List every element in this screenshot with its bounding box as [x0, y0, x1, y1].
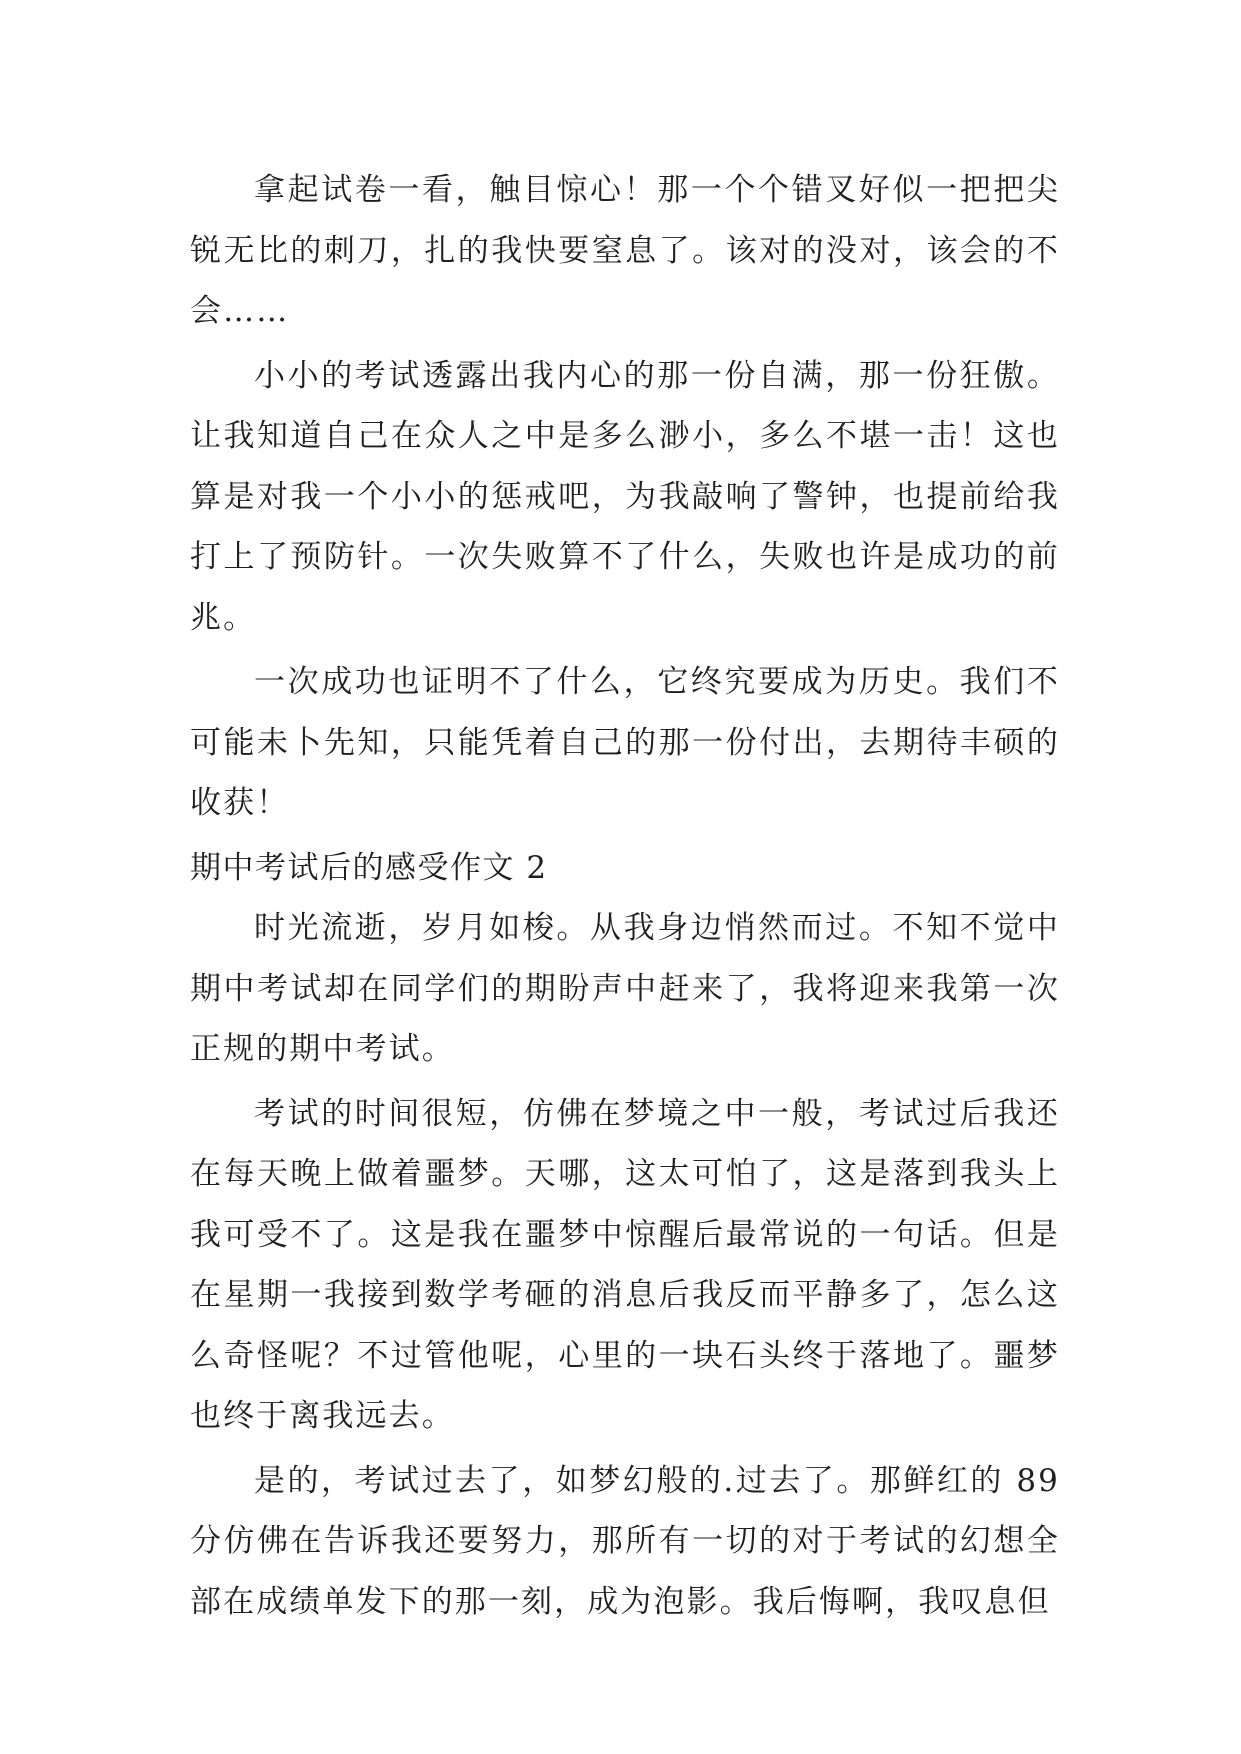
essay-heading: 期中考试后的感受作文 2 [190, 849, 548, 886]
paragraph-nightmare: 考试的时间很短，仿佛在梦境之中一般，考试过后我还在每天晚上做着噩梦。天哪，这太可怕了，这是落到我头上我可受不了。这是我在噩梦中惊醒后最常说的一句话。但是在星期一我接到数学考砸的消息后我反而平静多了，怎么这么奇怪呢？不过管他呢，心里的一块石头终于落地了。噩梦也终于离我远去。 [190, 1095, 1060, 1434]
paragraph-exam-over: 是的，考试过去了，如梦幻般的.过去了。那鲜红的 89 分仿佛在告诉我还要努力，那所有一切的对于考试的幻想全部在成绩单发下的那一刻，成为泡影。我后悔啊，我叹息但 [190, 1462, 1060, 1620]
paragraph-success-history: 一次成功也证明不了什么，它终究要成为历史。我们不可能未卜先知，只能凭着自己的那一份付出，去期待丰硕的收获！ [190, 664, 1060, 821]
paragraph-self-reflection: 小小的考试透露出我内心的那一份自满，那一份狂傲。让我知道自己在众人之中是多么渺小，多么不堪一击！这也算是对我一个小小的惩戒吧，为我敲响了警钟，也提前给我打上了预防针。一次失败算不了什么，失败也许是成功的前兆。 [190, 357, 1060, 636]
paragraph-test-shock: 拿起试卷一看，触目惊心！那一个个错叉好似一把把尖锐无比的刺刀，扎的我快要窒息了。该对的没对，该会的不会…… [190, 172, 1060, 329]
document-page [190, 160, 1060, 1636]
paragraph-time-flies: 时光流逝，岁月如梭。从我身边悄然而过。不知不觉中期中考试却在同学们的期盼声中赶来了，我将迎来我第一次正规的期中考试。 [190, 910, 1060, 1067]
